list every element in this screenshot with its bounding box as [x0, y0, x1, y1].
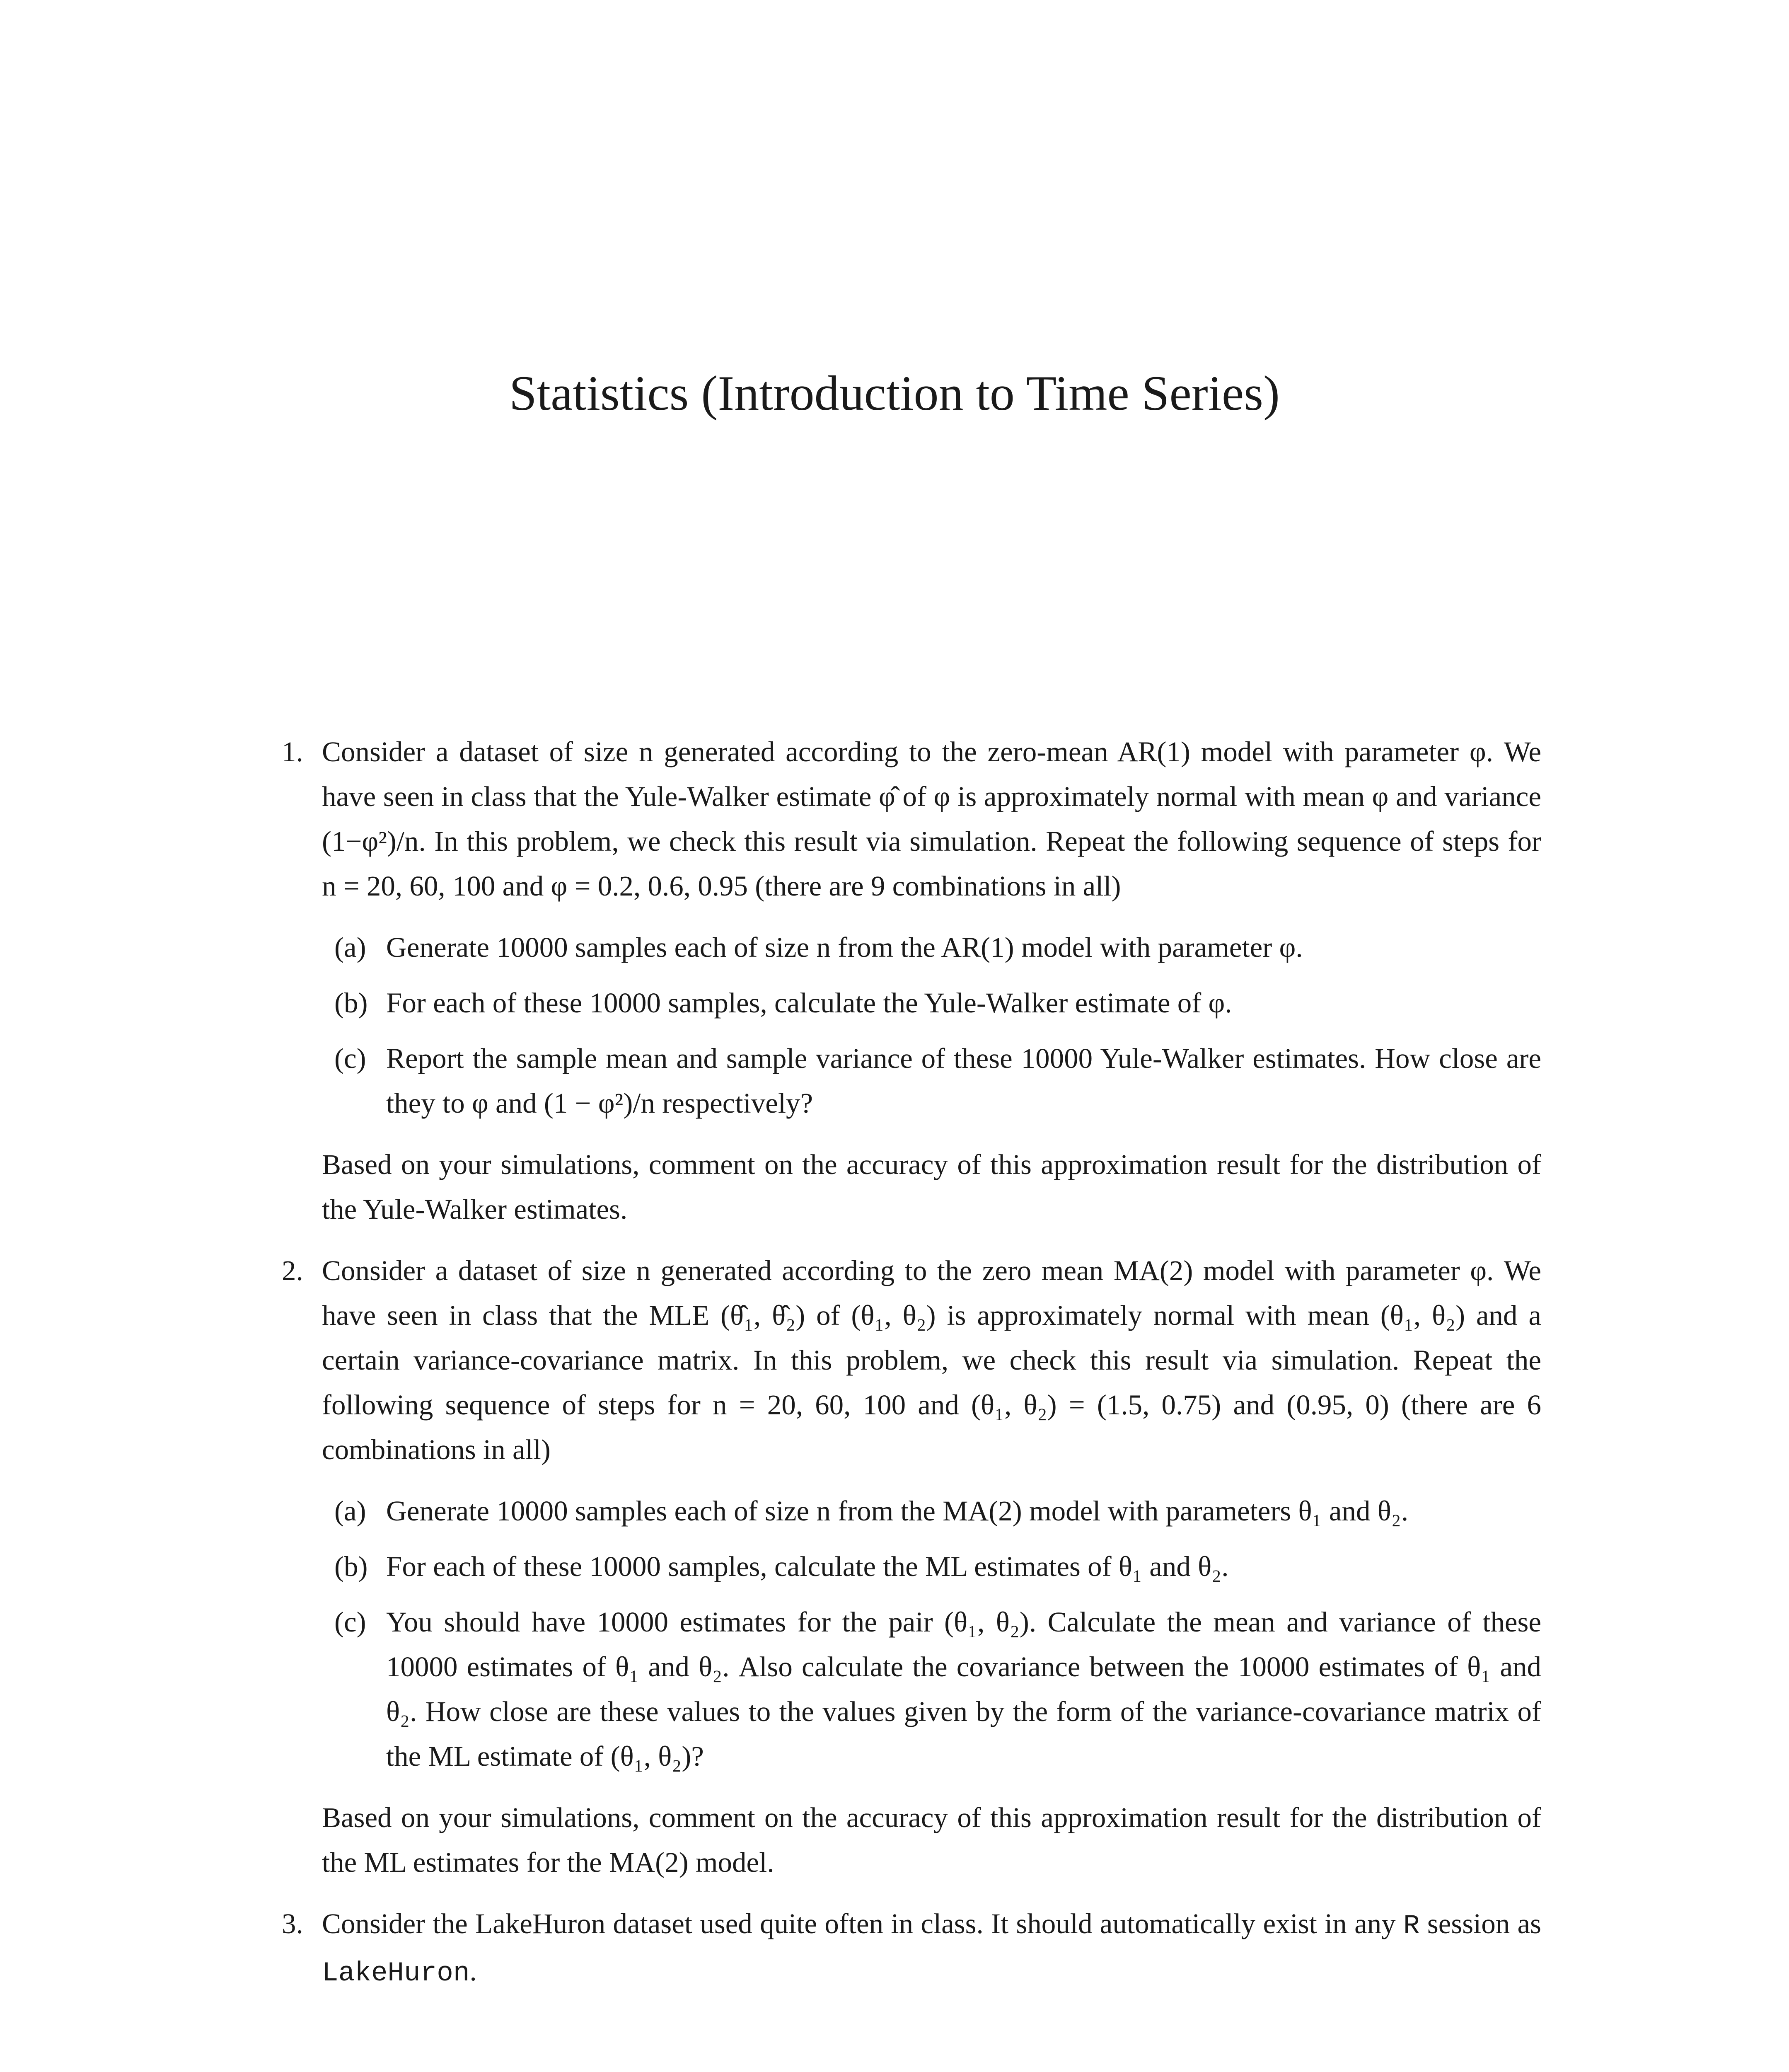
step-label: (a) — [334, 932, 366, 963]
step-item — [322, 1544, 1541, 1589]
step-text: For each of these 10000 samples, calculate the ML estimates of θ₁ and θ₂. — [386, 1551, 1229, 1582]
step-label: (a) — [334, 1495, 366, 1527]
intro-text: . — [469, 1955, 477, 1987]
step-item — [322, 925, 1541, 970]
problem-2 — [282, 1248, 1541, 1885]
step-list — [322, 925, 1541, 1126]
step-label: (c) — [334, 1606, 366, 1638]
step-label: (c) — [334, 1043, 366, 1074]
step-list — [322, 1489, 1541, 1779]
step-text: Generate 10000 samples each of size n from the MA(2) model with parameters θ₁ and θ₂. — [386, 1495, 1409, 1527]
problem-intro — [322, 1901, 1541, 1996]
problem-1 — [282, 729, 1541, 1232]
problem-conclusion: Based on your simulations, comment on the accuracy of this approximation result for the distribution of the Yule-Walker estimates. — [322, 1149, 1541, 1225]
step-label: (b) — [334, 1551, 368, 1582]
problem-conclusion: Based on your simulations, comment on the accuracy of this approximation result for the distribution of the ML estimates for the MA(2) model. — [322, 1802, 1541, 1878]
step-text: Generate 10000 samples each of size n from the AR(1) model with parameter φ. — [386, 932, 1303, 963]
intro-text: session as — [1427, 1908, 1541, 1939]
step-item — [322, 1489, 1541, 1533]
problem-intro: Consider a dataset of size n generated according to the zero-mean AR(1) model with parameter φ. We have seen in class that the Yule-Walker estimate φ̂ of φ is approximately normal with mean φ and variance (1−φ²)/n. In this problem, we check this result via simulation. Repeat the following sequence of steps for n = 20, 60, 100 and φ = 0.2, 0.6, 0.95 (there are 9 combinations in all) — [322, 736, 1541, 902]
problem-number: 1. — [282, 736, 303, 767]
problem-number: 2. — [282, 1255, 303, 1286]
step-item — [322, 1036, 1541, 1126]
step-text: For each of these 10000 samples, calculate the Yule-Walker estimate of φ. — [386, 987, 1232, 1019]
step-item — [322, 980, 1541, 1025]
problem-3 — [282, 1901, 1541, 1996]
step-item — [322, 1600, 1541, 1779]
page-title: Statistics (Introduction to Time Series) — [509, 366, 1280, 421]
problem-intro: Consider a dataset of size n generated according to the zero mean MA(2) model with parameter φ. We have seen in class that the MLE (θ̂₁, θ̂₂) of (θ₁, θ₂) is approximately normal with mean (θ₁, θ₂) and a certain variance-covariance matrix. In this problem, we check this result via simulation. Repeat the following sequence of steps for n = 20, 60, 100 and (θ₁, θ₂) = (1.5, 0.75) and (0.95, 0) (there are 6 combinations in all) — [322, 1255, 1541, 1465]
step-text: Report the sample mean and sample variance of these 10000 Yule-Walker estimates. How close are they to φ and (1 − φ²)/n respectively? — [386, 1043, 1541, 1119]
problem-number: 3. — [282, 1908, 303, 1939]
step-text: You should have 10000 estimates for the pair (θ₁, θ₂). Calculate the mean and variance of these 10000 estimates of θ₁ and θ₂. Also calculate the covariance between the 10000 estimates of θ₁ and θ₂. How close are these values to the values given by the form of the variance-covariance matrix of the ML estimate of (θ₁, θ₂)? — [386, 1606, 1541, 1772]
problem-list — [282, 729, 1541, 2012]
step-label: (b) — [334, 987, 368, 1019]
code-r: R — [1403, 1910, 1420, 1941]
intro-text: Consider the LakeHuron dataset used quite often in class. It should automatically exist in any — [322, 1908, 1396, 1939]
code-dataset: LakeHuron — [322, 1958, 470, 1989]
